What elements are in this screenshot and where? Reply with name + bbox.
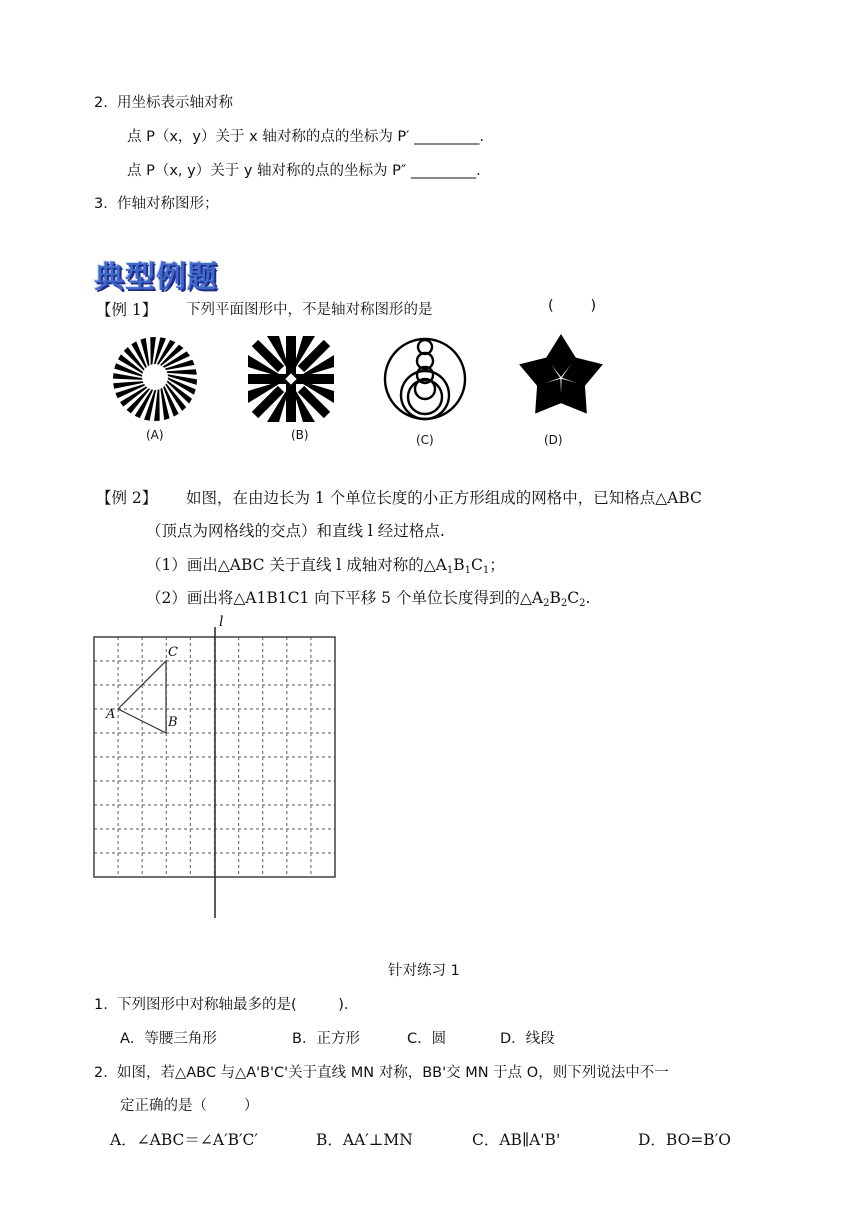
practice-q1-option-a: A．等腰三角形: [120, 1031, 217, 1047]
practice-q2-option-a: A．∠ABC＝∠A′B′C′: [110, 1131, 258, 1149]
practice-title: 针对练习 1: [388, 963, 460, 979]
example-2-line-1: 如图，在由边长为 1 个单位长度的小正方形组成的网格中，已知格点△ABC: [186, 489, 702, 507]
example-2-question-2: （2）画出将△A1B1C1 向下平移 5 个单位长度得到的$\triangle A_2B_2C_2$.: [146, 589, 591, 609]
practice-q2-option-b: B．AA′⊥MN: [316, 1131, 413, 1149]
example-2-tag: 【例 2】: [96, 489, 158, 507]
example-2-question-1: （1）画出△ABC 关于直线 l 成轴对称的$\triangle A_1B_1C_1$；: [146, 556, 505, 576]
point-c-label: C: [168, 645, 178, 660]
option-a-label: (A): [146, 428, 164, 442]
practice-q2-line-1: 2. 如图，若△ABC 与△A'B'C'关于直线 MN 对称，BB'交 MN 于点 O，则下列说法中不一: [94, 1065, 669, 1081]
practice-q2-option-c: C．AB∥A'B': [472, 1131, 561, 1149]
example-1-tag: 【例 1】: [96, 301, 158, 319]
option-b-label: (B): [291, 428, 309, 442]
practice-q1: 1. 下列图形中对称轴最多的是( )．: [94, 997, 359, 1013]
section-2-heading: 2. 用坐标表示轴对称: [94, 95, 234, 111]
practice-q2-option-d: D．BO=B′O: [638, 1131, 731, 1149]
example-1-answer-paren: ( ): [548, 298, 597, 314]
practice-q1-option-b: B．正方形: [292, 1031, 360, 1047]
point-a-label: A: [106, 707, 116, 722]
practice-q2-line-2: 定正确的是（ ）: [120, 1098, 259, 1114]
typical-examples-title: 典型例题: [94, 260, 218, 295]
practice-q1-option-d: D．线段: [500, 1031, 555, 1047]
y-axis-symmetry-line: 点 P（x, y）关于 y 轴对称的点的坐标为 P″ _________.: [127, 163, 481, 179]
option-d-label: (D): [544, 433, 563, 447]
practice-q1-option-c: C．圆: [407, 1031, 447, 1047]
example-2-line-2: （顶点为网格线的交点）和直线 l 经过格点.: [146, 522, 445, 540]
section-3-heading: 3. 作轴对称图形；: [94, 196, 219, 212]
example-1-question: 下列平面图形中，不是轴对称图形的是: [186, 302, 433, 318]
x-axis-symmetry-line: 点 P（x，y）关于 x 轴对称的点的坐标为 P′ _________.: [127, 129, 484, 145]
option-c-label: (C): [416, 433, 434, 447]
point-b-label: B: [168, 715, 178, 730]
line-l-label: l: [219, 614, 224, 630]
